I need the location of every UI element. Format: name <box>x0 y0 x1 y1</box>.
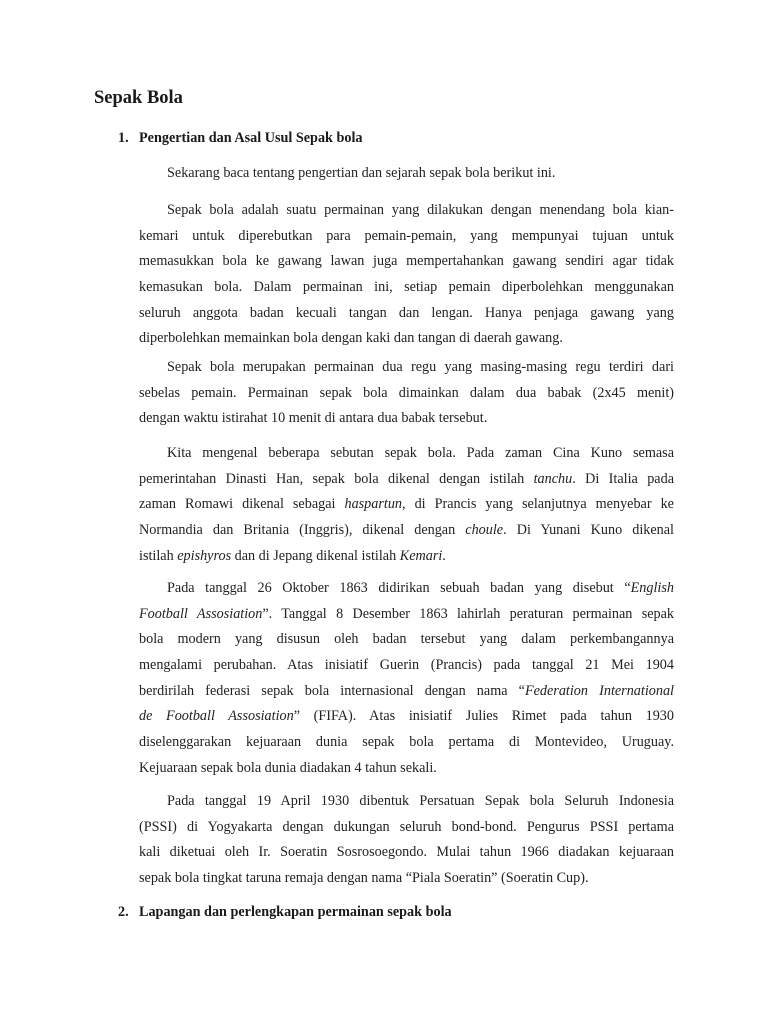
paragraph-line: sebelas pemain. Permainan sepak bola dimainkan dalam dua babak (2x45 menit) <box>139 384 674 401</box>
text-run: . Di Italia pada <box>572 470 674 487</box>
paragraph-line <box>139 602 674 628</box>
paragraph-line <box>139 679 674 705</box>
italic-term: Kemari <box>399 547 443 564</box>
italic-term: Football Assosiation <box>139 605 263 622</box>
section-number: 1. <box>118 130 129 146</box>
paragraph-line: dengan waktu istirahat 10 menit di antara dua babak tersebut. <box>139 410 488 427</box>
section-heading-2 <box>118 904 452 921</box>
paragraph-line <box>139 492 674 518</box>
italic-term: epishyros <box>177 547 232 564</box>
section-title: Lapangan dan perlengkapan permainan sepak bola <box>139 904 452 920</box>
section-title: Pengertian dan Asal Usul Sepak bola <box>139 130 363 146</box>
italic-term: choule <box>465 522 504 539</box>
paragraph-line <box>139 518 674 544</box>
text-run: ”. Tanggal 8 Desember 1863 lahirlah peraturan permainan sepak <box>262 605 674 622</box>
paragraph-line: (PSSI) di Yogyakarta dengan dukungan seluruh bond-bond. Pengurus PSSI pertama <box>139 818 674 835</box>
text-run: zaman Romawi dikenal sebagai <box>139 496 345 513</box>
paragraph-names <box>139 441 674 569</box>
paragraph-line: diperbolehkan memainkan bola dengan kaki dan tangan di daerah gawang. <box>139 330 563 347</box>
text-run: Normandia dan Britania (Inggris), dikenal dengan <box>139 522 466 539</box>
paragraph-line: kemari untuk diperebutkan para pemain-pemain, yang mempunyai tujuan untuk <box>139 227 674 244</box>
section-heading-1 <box>118 130 363 147</box>
text-run: ” (FIFA). Atas inisiatif Julies Rimet pada tahun 1930 <box>293 708 674 725</box>
paragraph-line: kemasukan bola. Dalam permainan ini, setiap pemain diperbolehkan menggunakan <box>139 279 674 296</box>
paragraph-line: memasukkan bola ke gawang lawan juga mempertahankan gawang sendiri agar tidak <box>139 253 674 270</box>
text-run: berdirilah federasi sepak bola internasional dengan nama “ <box>139 682 525 699</box>
paragraph-history <box>139 576 674 782</box>
paragraph-line: Sepak bola merupakan permainan dua regu yang masing-masing regu terdiri dari <box>167 359 674 375</box>
italic-term: English <box>630 580 674 596</box>
paragraph-line: bola modern yang disusun oleh badan tersebut yang dalam perkembangannya <box>139 631 674 648</box>
section-number: 2. <box>118 904 129 920</box>
text-run: , di Prancis yang selanjutnya menyebar ke <box>402 496 674 513</box>
paragraph-line: Sekarang baca tentang pengertian dan sejarah sepak bola berikut ini. <box>167 165 556 181</box>
paragraph-intro <box>139 161 674 187</box>
italic-term: haspartun <box>344 496 403 513</box>
text-run: Pada tanggal 26 Oktober 1863 didirikan sebuah badan yang disebut “ <box>167 580 631 596</box>
italic-term: Federation International <box>524 682 674 699</box>
text-run: pemerintahan Dinasti Han, sepak bola dikenal dengan istilah <box>139 470 534 487</box>
paragraph-line: Pada tanggal 19 April 1930 dibentuk Persatuan Sepak bola Seluruh Indonesia <box>167 793 674 809</box>
text-run: . Di Yunani Kuno dikenal <box>503 522 674 539</box>
paragraph-line <box>139 467 674 493</box>
paragraph-line: kali diketuai oleh Ir. Soeratin Sosrosoegondo. Mulai tahun 1966 diadakan kejuaraan <box>139 844 674 861</box>
italic-term: de Football Assosiation <box>139 708 294 725</box>
text-run: . <box>442 547 446 564</box>
paragraph-line <box>139 576 674 602</box>
paragraph-line: Sepak bola adalah suatu permainan yang dilakukan dengan menendang bola kian- <box>167 202 674 218</box>
paragraph-teams <box>139 355 674 432</box>
text-run: istilah <box>139 547 178 564</box>
paragraph-line: diselenggarakan kejuaraan dunia sepak bola pertama di Montevideo, Uruguay. <box>139 734 674 751</box>
italic-term: tanchu <box>533 470 573 487</box>
document-title: Sepak Bola <box>94 88 183 108</box>
paragraph-line: seluruh anggota badan kecuali tangan dan lengan. Hanya penjaga gawang yang <box>139 304 674 321</box>
paragraph-line: mengalami perubahan. Atas inisiatif Guerin (Prancis) pada tanggal 21 Mei 1904 <box>139 657 674 674</box>
paragraph-pssi <box>139 789 674 892</box>
paragraph-line: sepak bola tingkat taruna remaja dengan nama “Piala Soeratin” (Soeratin Cup). <box>139 870 589 887</box>
paragraph-line <box>139 544 674 570</box>
paragraph-line: Kita mengenal beberapa sebutan sepak bola. Pada zaman Cina Kuno semasa <box>167 445 674 461</box>
paragraph-line: Kejuaraan sepak bola dunia diadakan 4 tahun sekali. <box>139 759 437 776</box>
paragraph-line <box>139 704 674 730</box>
paragraph-definition <box>139 198 674 352</box>
text-run: dan di Jepang dikenal istilah <box>231 547 400 564</box>
